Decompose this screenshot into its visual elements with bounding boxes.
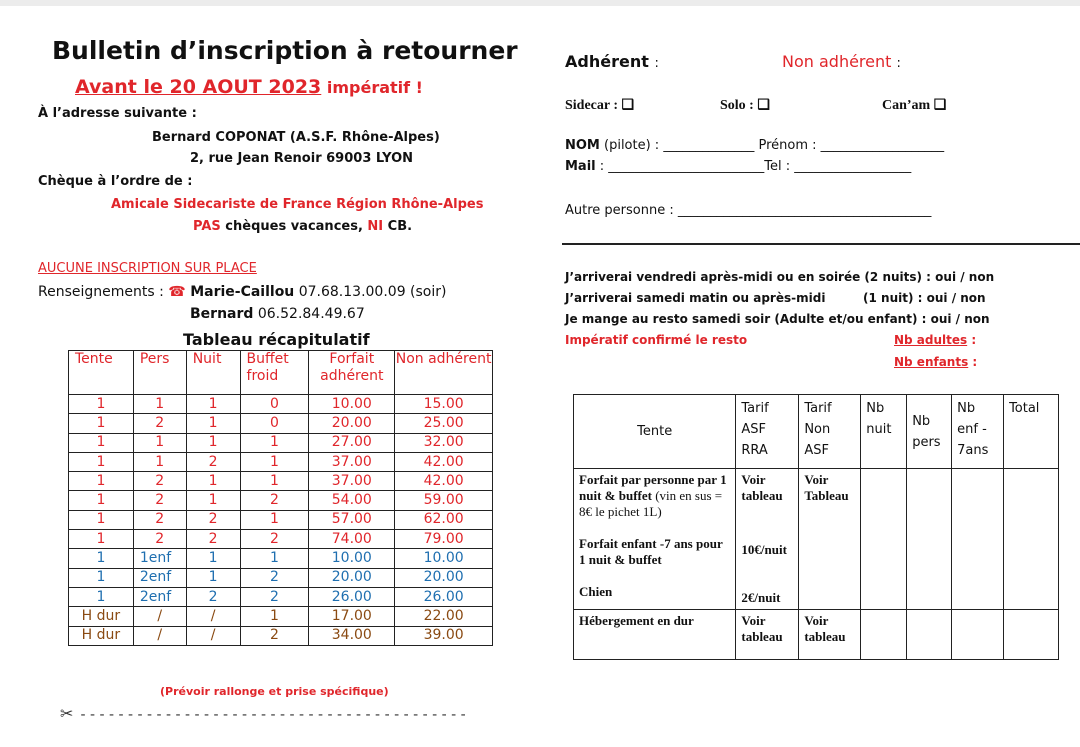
recap-title: Tableau récapitulatif <box>183 330 370 349</box>
recap-cell-nuit: 2 <box>186 510 240 529</box>
forfait-personne-bold: Forfait par personne par 1 nuit & buffet <box>579 472 727 503</box>
hebergement-non-asf: Voir tableau <box>799 610 861 660</box>
recap-header-forfait: Forfait adhérent <box>309 351 395 395</box>
mail-field[interactable] <box>565 159 911 174</box>
contact-phone2: 06.52.84.49.67 <box>253 306 365 322</box>
table-row <box>69 491 493 510</box>
recap-cell-buffet: 0 <box>240 414 309 433</box>
cb-text: CB. <box>383 219 413 234</box>
recap-cell-non-adherent: 22.00 <box>395 607 493 626</box>
tarif-header-non-asf: Tarif Non ASF <box>799 395 861 469</box>
recap-cell-non-adherent: 79.00 <box>395 530 493 549</box>
recap-cell-pers: 2 <box>133 510 186 529</box>
recap-cell-nuit: 1 <box>186 472 240 491</box>
non-adherent-colon: : <box>896 56 901 71</box>
cut-dashes: - - - - - - - - - - - - - - - - - - - - - - - - - - - - - - - - - - - - - - - - - <box>80 707 466 723</box>
recap-header-tente: Tente <box>69 351 134 395</box>
recap-cell-buffet: 1 <box>240 452 309 471</box>
deadline-suffix: impératif ! <box>321 78 423 97</box>
recap-cell-pers: / <box>133 626 186 645</box>
recap-cell-buffet: 1 <box>240 549 309 568</box>
recap-cell-buffet: 2 <box>240 530 309 549</box>
recap-cell-tente: 1 <box>69 568 134 587</box>
recap-cell-adherent: 37.00 <box>309 472 395 491</box>
recap-cell-adherent: 74.00 <box>309 530 395 549</box>
recap-header-pers: Pers <box>133 351 186 395</box>
arrival-saturday: J’arriverai samedi matin ou après-midi (1 nuit) : oui / non <box>565 291 986 305</box>
tarif-cell-nb-nuit[interactable] <box>861 469 907 610</box>
recap-cell-tente: 1 <box>69 472 134 491</box>
table-row <box>69 607 493 626</box>
recap-cell-tente: 1 <box>69 452 134 471</box>
tarif-cell-hebergement: Hébergement en dur <box>574 610 736 660</box>
tarif-cell-nb-pers[interactable] <box>907 469 952 610</box>
cheque-beneficiary: Amicale Sidecariste de France Région Rhône-Alpes <box>111 197 484 212</box>
table-row <box>69 433 493 452</box>
nom-prenom-blanks: (pilote) : ______________ Prénom : ___________________ <box>599 138 945 153</box>
recap-cell-tente: 1 <box>69 395 134 414</box>
cheque-label: Chèque à l’ordre de : <box>38 174 193 189</box>
non-adherent-text: Non adhérent <box>782 52 892 71</box>
recap-cell-non-adherent: 32.00 <box>395 433 493 452</box>
hebergement-nb-enf[interactable] <box>952 610 1004 660</box>
tarif-row-hebergement <box>574 610 1059 660</box>
arrival-friday: J’arriverai vendredi après-midi ou en soirée (2 nuits) : oui / non <box>565 270 995 284</box>
nb-adultes-colon: : <box>967 333 977 347</box>
recap-cell-non-adherent: 62.00 <box>395 510 493 529</box>
address-line1: Bernard COPONAT (A.S.F. Rhône-Alpes) <box>152 130 440 145</box>
recap-cell-non-adherent: 26.00 <box>395 587 493 606</box>
nb-enfants-colon: : <box>968 355 978 369</box>
recap-cell-pers: 2 <box>133 491 186 510</box>
cheque-restrictions <box>193 219 412 234</box>
recap-cell-tente: 1 <box>69 510 134 529</box>
deadline <box>75 76 423 98</box>
non-adherent-label <box>782 52 901 71</box>
recap-cell-pers: 2enf <box>133 568 186 587</box>
recap-cell-nuit: 2 <box>186 587 240 606</box>
forfait-personne-note: (vin en sus = 8€ le pichet 1L) <box>579 488 723 519</box>
chien-price: 2€/nuit <box>741 590 781 605</box>
solo-checkbox[interactable]: Solo : ❑ <box>720 98 770 113</box>
recap-cell-adherent: 57.00 <box>309 510 395 529</box>
mail-label: Mail <box>565 159 596 174</box>
table-row <box>69 587 493 606</box>
recap-cell-tente: 1 <box>69 491 134 510</box>
recap-cell-adherent: 34.00 <box>309 626 395 645</box>
tarif-header-nb-pers: Nb pers <box>907 395 952 469</box>
tarif-cell-total[interactable] <box>1004 469 1059 610</box>
recap-cell-adherent: 54.00 <box>309 491 395 510</box>
scissors-icon: ✂ <box>60 704 74 723</box>
recap-header-buffet: Buffet froid <box>240 351 309 395</box>
recap-cell-nuit: 1 <box>186 414 240 433</box>
tarif-header-asf: Tarif ASF RRA <box>736 395 799 469</box>
contact-line1 <box>38 284 446 300</box>
canam-checkbox[interactable]: Can’am ❑ <box>882 98 947 113</box>
phone-icon: ☎ <box>168 284 186 300</box>
recap-cell-nuit: / <box>186 626 240 645</box>
recap-cell-adherent: 27.00 <box>309 433 395 452</box>
recap-cell-buffet: 1 <box>240 607 309 626</box>
recap-cell-pers: 1enf <box>133 549 186 568</box>
recap-cell-adherent: 26.00 <box>309 587 395 606</box>
recap-cell-non-adherent: 42.00 <box>395 472 493 491</box>
cheques-vacances-text: chèques vacances, <box>220 219 368 234</box>
hebergement-nb-pers[interactable] <box>907 610 952 660</box>
nb-enfants-label: Nb enfants <box>894 355 969 369</box>
recap-cell-non-adherent: 39.00 <box>395 626 493 645</box>
recap-cell-non-adherent: 59.00 <box>395 491 493 510</box>
recap-cell-pers: 1 <box>133 395 186 414</box>
contact-phone1: 07.68.13.00.09 (soir) <box>294 284 447 300</box>
tarif-header-nb-enf: Nb enf - 7ans <box>952 395 1004 469</box>
recap-cell-non-adherent: 20.00 <box>395 568 493 587</box>
contact-name2: Bernard <box>190 306 254 322</box>
table-row <box>69 549 493 568</box>
recap-cell-buffet: 1 <box>240 510 309 529</box>
recap-cell-tente: 1 <box>69 414 134 433</box>
top-edge <box>0 0 1080 6</box>
recap-cell-nuit: 2 <box>186 530 240 549</box>
asf-voir-tableau: Voir tableau <box>741 472 783 503</box>
cut-line <box>60 704 466 723</box>
contact-label: Renseignements : <box>38 284 169 300</box>
recap-cell-buffet: 0 <box>240 395 309 414</box>
recap-cell-tente: 1 <box>69 549 134 568</box>
recap-cell-buffet: 2 <box>240 568 309 587</box>
table-row <box>69 510 493 529</box>
tarif-header-total: Total <box>1004 395 1059 469</box>
forfait-personne <box>579 472 730 520</box>
sidecar-checkbox[interactable]: Sidecar : ❑ <box>565 98 635 113</box>
nom-label: NOM <box>565 138 600 153</box>
non-asf-voir-tableau: Voir Tableau <box>804 472 849 503</box>
recap-cell-non-adherent: 10.00 <box>395 549 493 568</box>
recap-cell-adherent: 20.00 <box>309 568 395 587</box>
tarif-cell-nb-enf[interactable] <box>952 469 1004 610</box>
recap-cell-pers: 1 <box>133 452 186 471</box>
table-row <box>69 626 493 645</box>
hebergement-asf: Voir tableau <box>736 610 799 660</box>
recap-cell-tente: H dur <box>69 626 134 645</box>
recap-cell-buffet: 2 <box>240 587 309 606</box>
ni-text: NI <box>367 219 384 234</box>
table-row <box>69 568 493 587</box>
recap-cell-buffet: 1 <box>240 433 309 452</box>
contact-name1: Marie-Caillou <box>190 284 295 300</box>
mail-tel-blanks: : ________________________Tel : __________________ <box>595 159 912 174</box>
recap-cell-buffet: 2 <box>240 626 309 645</box>
recap-cell-nuit: / <box>186 607 240 626</box>
nb-adultes-label: Nb adultes <box>894 333 968 347</box>
recap-table <box>68 350 493 646</box>
deadline-date: Avant le 20 AOUT 2023 <box>75 76 322 98</box>
tarif-row-forfaits <box>574 469 1059 610</box>
recap-cell-pers: 2 <box>133 530 186 549</box>
recap-cell-buffet: 1 <box>240 472 309 491</box>
autre-personne-field[interactable]: Autre personne : _______________________________________ <box>565 203 932 218</box>
tarif-header-nb-nuit: Nb nuit <box>861 395 907 469</box>
enfant-price: 10€/nuit <box>741 542 787 557</box>
table-row <box>69 395 493 414</box>
tarif-cell-asf <box>736 469 799 610</box>
recap-cell-non-adherent: 42.00 <box>395 452 493 471</box>
hebergement-total[interactable] <box>1004 610 1059 660</box>
page-title: Bulletin d’inscription à retourner <box>52 36 518 65</box>
recap-cell-nuit: 1 <box>186 395 240 414</box>
recap-cell-pers: / <box>133 607 186 626</box>
recap-cell-nuit: 2 <box>186 452 240 471</box>
imperatif-resto: Impératif confirmé le resto <box>565 333 748 347</box>
forfait-enfant: Forfait enfant -7 ans pour 1 nuit & buffet <box>579 536 723 567</box>
nb-enfants-field[interactable] <box>894 355 977 369</box>
recap-header-nuit: Nuit <box>186 351 240 395</box>
nb-adultes-field[interactable] <box>894 333 976 347</box>
nom-field[interactable] <box>565 138 944 153</box>
recap-cell-nuit: 1 <box>186 568 240 587</box>
tarif-header-tente: Tente <box>574 395 736 469</box>
tarif-cell-non-asf <box>799 469 861 610</box>
recap-cell-non-adherent: 25.00 <box>395 414 493 433</box>
table-row <box>69 414 493 433</box>
resto-line: Je mange au resto samedi soir (Adulte et/ou enfant) : oui / non <box>565 312 990 326</box>
adherent-colon: : <box>654 56 659 71</box>
recap-cell-nuit: 1 <box>186 549 240 568</box>
table-row <box>69 452 493 471</box>
contact-line2 <box>190 306 365 322</box>
table-row <box>69 530 493 549</box>
recap-header-non-adherent: Non adhérent <box>395 351 493 395</box>
recap-cell-adherent: 20.00 <box>309 414 395 433</box>
recap-cell-pers: 1 <box>133 433 186 452</box>
recap-cell-pers: 2enf <box>133 587 186 606</box>
recap-cell-tente: H dur <box>69 607 134 626</box>
recap-header-row <box>69 351 493 395</box>
recap-cell-pers: 2 <box>133 414 186 433</box>
recap-cell-pers: 2 <box>133 472 186 491</box>
address-label: À l’adresse suivante : <box>38 106 197 121</box>
divider <box>562 243 1080 245</box>
recap-cell-tente: 1 <box>69 530 134 549</box>
recap-cell-nuit: 1 <box>186 433 240 452</box>
pas-text: PAS <box>193 219 221 234</box>
recap-cell-buffet: 2 <box>240 491 309 510</box>
recap-cell-adherent: 37.00 <box>309 452 395 471</box>
tarif-cell-forfaits <box>574 469 736 610</box>
table-row <box>69 472 493 491</box>
recap-cell-adherent: 17.00 <box>309 607 395 626</box>
tarif-header-row <box>574 395 1059 469</box>
no-inscription-notice: AUCUNE INSCRIPTION SUR PLACE <box>38 261 257 276</box>
adherent-label <box>565 52 659 71</box>
recap-cell-non-adherent: 15.00 <box>395 395 493 414</box>
recap-cell-nuit: 1 <box>186 491 240 510</box>
recap-cell-tente: 1 <box>69 587 134 606</box>
address-line2: 2, rue Jean Renoir 69003 LYON <box>190 151 414 166</box>
chien: Chien <box>579 584 613 599</box>
adherent-text: Adhérent <box>565 52 649 71</box>
hebergement-nb-nuit[interactable] <box>861 610 907 660</box>
recap-cell-adherent: 10.00 <box>309 395 395 414</box>
recap-note: (Prévoir rallonge et prise spécifique) <box>160 685 389 698</box>
recap-cell-adherent: 10.00 <box>309 549 395 568</box>
tarif-table <box>573 394 1059 660</box>
recap-cell-tente: 1 <box>69 433 134 452</box>
